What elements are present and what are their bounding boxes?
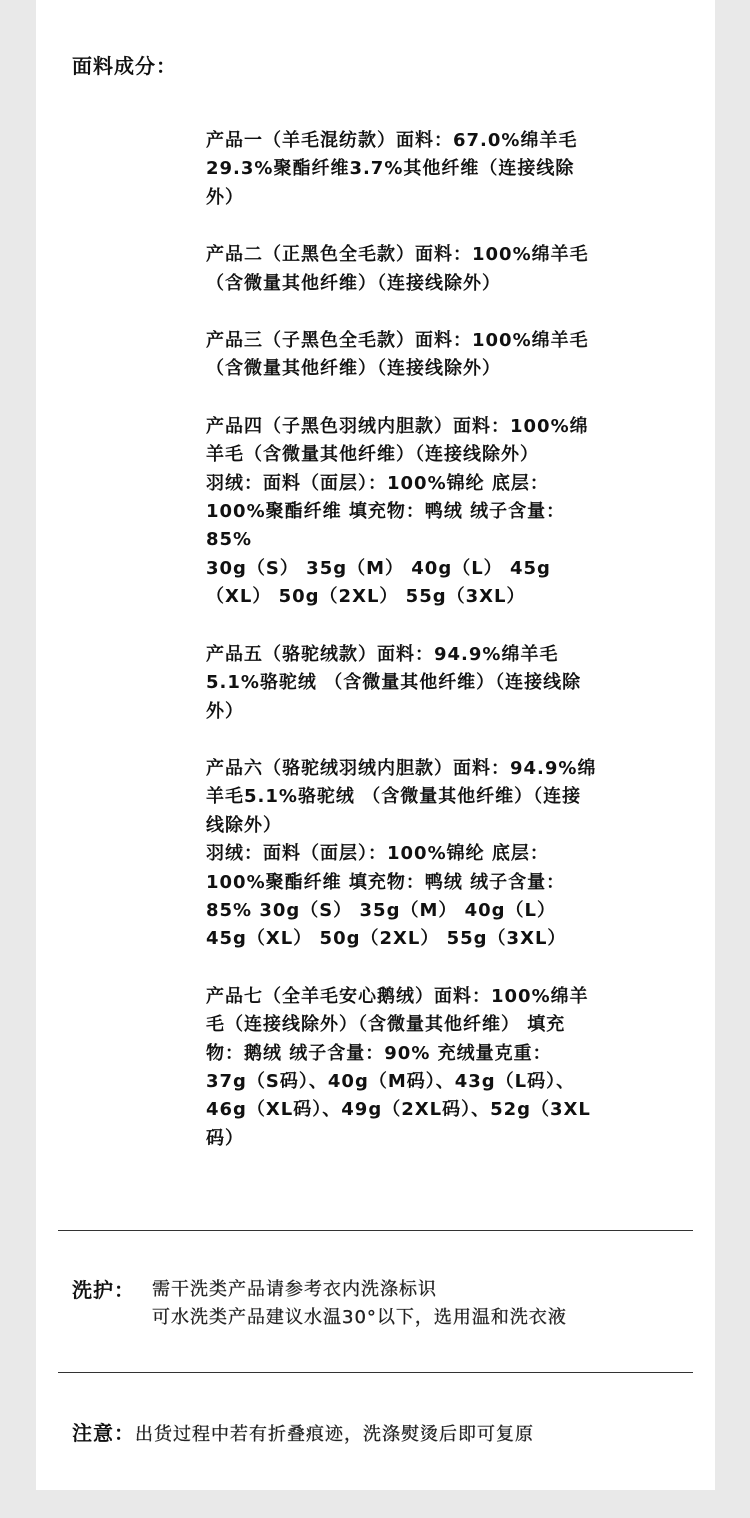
product-line: 羊毛（含微量其他纤维）（连接线除外） [206, 444, 539, 466]
product-line: 100%聚酯纤维 填充物：鸭绒 绒子含量： [206, 871, 566, 893]
product-line: 产品六（骆驼绒羽绒内胆款）面料：94.9%绵 [206, 757, 597, 779]
divider [58, 1230, 693, 1231]
product-line: 100%聚酯纤维 填充物：鸭绒 绒子含量： [206, 501, 566, 523]
product-line: 46g（XL码）、49g（2XL码）、52g（3XL [206, 1099, 591, 1121]
product-line: 产品一（羊毛混纺款）面料：67.0%绵羊毛 [206, 130, 578, 151]
product-line: 产品四（子黑色羽绒内胆款）面料：100%绵 [206, 415, 589, 437]
product-line: 30g（S） 35g（M） 40g（L） 45g [206, 557, 551, 579]
divider [58, 1372, 693, 1373]
product-line: 37g（S码）、40g（M码）、43g（L码）、 [206, 1070, 576, 1092]
product-line: （含微量其他纤维）（连接线除外） [206, 272, 501, 294]
product-6 [206, 755, 696, 954]
product-line: 物：鹅绒 绒子含量：90% 充绒量克重： [206, 1042, 552, 1064]
notice-label: 注意： [72, 1421, 135, 1445]
product-line: 85% 30g（S） 35g（M） 40g（L） [206, 899, 557, 921]
product-list [206, 127, 696, 1182]
care-instructions [152, 1276, 712, 1332]
product-line: 外） [206, 700, 244, 722]
product-3 [206, 327, 696, 384]
product-line: 羊毛5.1%骆驼绒 （含微量其他纤维）（连接 [206, 786, 582, 808]
content-card [36, 0, 715, 1490]
product-line: 码） [206, 1127, 244, 1149]
product-line: 产品七（全羊毛安心鹅绒）面料：100%绵羊 [206, 985, 589, 1007]
product-line: 产品五（骆驼绒款）面料：94.9%绵羊毛 [206, 643, 559, 665]
product-line: 5.1%骆驼绒 （含微量其他纤维）（连接线除 [206, 672, 582, 694]
product-line: 产品三（子黑色全毛款）面料：100%绵羊毛 [206, 330, 589, 352]
product-line: 外） [206, 186, 244, 208]
care-label: 洗护： [72, 1278, 135, 1302]
product-line: 毛（连接线除外）（含微量其他纤维） 填充 [206, 1014, 566, 1036]
product-line: 羽绒：面料（面层）：100%锦纶 底层： [206, 472, 549, 494]
notice-section [72, 1417, 534, 1446]
notice-text: 出货过程中若有折叠痕迹，洗涤熨烫后即可复原 [135, 1424, 534, 1445]
product-line: 29.3%聚酯纤维3.7%其他纤维（连接线除 [206, 158, 575, 180]
product-line: （含微量其他纤维）（连接线除外） [206, 358, 501, 380]
product-2 [206, 241, 696, 298]
product-line: 线除外） [206, 814, 282, 836]
product-line: 85% [206, 529, 253, 551]
product-7 [206, 983, 696, 1153]
fabric-heading: 面料成分： [72, 54, 177, 78]
product-4 [206, 413, 696, 612]
product-line: 45g（XL） 50g（2XL） 55g（3XL） [206, 928, 567, 950]
product-5 [206, 641, 696, 726]
care-line: 可水洗类产品建议水温30°以下，选用温和洗衣液 [152, 1307, 567, 1328]
product-line: 羽绒：面料（面层）：100%锦纶 底层： [206, 843, 549, 865]
product-line: 产品二（正黑色全毛款）面料：100%绵羊毛 [206, 244, 589, 266]
product-1 [206, 127, 696, 212]
care-line: 需干洗类产品请参考衣内洗涤标识 [152, 1279, 437, 1300]
product-line: （XL） 50g（2XL） 55g（3XL） [206, 586, 526, 608]
